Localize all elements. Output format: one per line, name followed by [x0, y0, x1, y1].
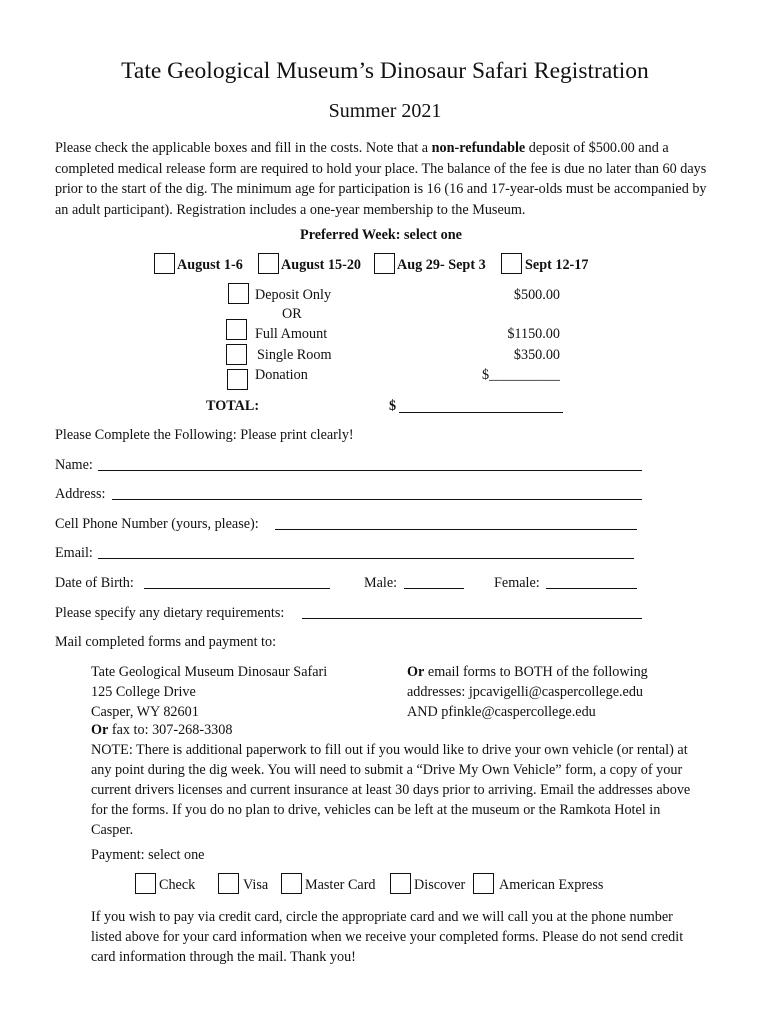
email-field[interactable] [98, 558, 634, 559]
week-label: August 15-20 [281, 257, 362, 273]
fax-number: fax to: 307-268-3308 [108, 722, 233, 738]
female-label: Female: [494, 575, 540, 591]
payment-checkbox-visa[interactable] [218, 873, 239, 894]
mail-address-line: Casper, WY 82601 [91, 704, 199, 720]
full-amount-label: Full Amount [255, 326, 328, 342]
week-checkbox-sept-12-17[interactable] [501, 253, 522, 274]
donation-label: Donation [255, 367, 308, 383]
full-amount-checkbox[interactable] [226, 319, 247, 340]
name-label: Name: [55, 457, 93, 473]
total-dollar: $ [389, 398, 397, 414]
fax-line [91, 722, 232, 739]
single-room-checkbox[interactable] [226, 344, 247, 365]
week-label: Sept 12-17 [525, 257, 589, 273]
phone-field[interactable] [275, 529, 637, 530]
single-room-label: Single Room [257, 347, 332, 363]
intro-paragraph [55, 138, 715, 220]
dob-label: Date of Birth: [55, 575, 134, 591]
phone-label: Cell Phone Number (yours, please): [55, 516, 259, 532]
mail-address-line: 125 College Drive [91, 684, 196, 700]
payment-label: Discover [414, 877, 466, 893]
complete-following-text: Please Complete the Following: Please print clearly! [55, 427, 354, 443]
payment-label: Check [159, 877, 196, 893]
single-room-value: $350.00 [513, 347, 560, 363]
donation-value[interactable]: $__________ [481, 367, 560, 383]
week-label: August 1-6 [177, 257, 243, 273]
page-title: Tate Geological Museum’s Dinosaur Safari Registration [121, 58, 649, 84]
address-field[interactable] [112, 499, 642, 500]
donation-checkbox[interactable] [227, 369, 248, 390]
male-field[interactable] [404, 588, 464, 589]
week-label: Aug 29- Sept 3 [397, 257, 486, 273]
preferred-week-title: Preferred Week: select one [300, 227, 462, 243]
deposit-value: $500.00 [513, 287, 560, 303]
mail-intro: Mail completed forms and payment to: [55, 634, 277, 650]
total-field[interactable] [399, 412, 563, 413]
note-paragraph: NOTE: There is additional paperwork to fill out if you would like to drive your own vehicle (or rental) at any point during the dig week. You will need to submit a “Drive My Own Vehicle” form, a copy of your current drivers licenses and current insurance at least 30 days prior to arriving. Email the addresses above for the forms. If you do no plan to drive, vehicles can be left at the museum or the Ramkota Hotel in Casper. [91, 742, 691, 838]
dob-field[interactable] [144, 588, 330, 589]
female-field[interactable] [546, 588, 637, 589]
payment-footer: If you wish to pay via credit card, circle the appropriate card and we will call you at the phone number listed above for your card information when we receive your completed forms. Please do not send credit card information through the mail. Thank you! [91, 909, 684, 965]
dietary-field[interactable] [302, 618, 642, 619]
fax-or: Or [91, 722, 109, 738]
payment-checkbox-master-card[interactable] [281, 873, 302, 894]
email-label: Email: [55, 545, 93, 561]
or-label: OR [282, 306, 302, 322]
email-line [407, 664, 648, 681]
payment-title: Payment: select one [91, 847, 205, 863]
dietary-label: Please specify any dietary requirements: [55, 605, 285, 621]
address-label: Address: [55, 486, 106, 502]
deposit-label: Deposit Only [255, 287, 332, 303]
email-text: email forms to BOTH of the following [424, 664, 648, 680]
mail-address-line: Tate Geological Museum Dinosaur Safari [91, 664, 328, 680]
intro-bold: non-refundable [431, 140, 526, 156]
payment-checkbox-check[interactable] [135, 873, 156, 894]
payment-label: Visa [243, 877, 269, 893]
page-subtitle: Summer 2021 [328, 100, 442, 122]
name-field[interactable] [98, 470, 642, 471]
total-label: TOTAL: [206, 398, 260, 414]
payment-checkbox-american-express[interactable] [473, 873, 494, 894]
payment-label: Master Card [305, 877, 376, 893]
intro-text-1: Please check the applicable boxes and fill in the costs. Note that a [55, 140, 432, 156]
deposit-checkbox[interactable] [228, 283, 249, 304]
week-checkbox-aug-1-6[interactable] [154, 253, 175, 274]
payment-label: American Express [499, 877, 604, 893]
week-checkbox-aug-15-20[interactable] [258, 253, 279, 274]
email-or: Or [407, 664, 425, 680]
email-address-line: addresses: jpcavigelli@caspercollege.edu [407, 684, 644, 700]
intro-text-2: deposit of $500.00 and a completed medical release form are required to hold your place. The balance of the fee is due no later than 60 days prior to the start of the dig. The minimum age for participation is 16 (16 and 17-year-olds must be accompanied by an adult participant). Registration includes a one-year membership to the Museum. [55, 140, 707, 218]
email-address-line: AND pfinkle@caspercollege.edu [407, 704, 596, 720]
male-label: Male: [364, 575, 398, 591]
week-checkbox-aug-29-sept-3[interactable] [374, 253, 395, 274]
payment-checkbox-discover[interactable] [390, 873, 411, 894]
full-amount-value: $1150.00 [507, 326, 560, 342]
